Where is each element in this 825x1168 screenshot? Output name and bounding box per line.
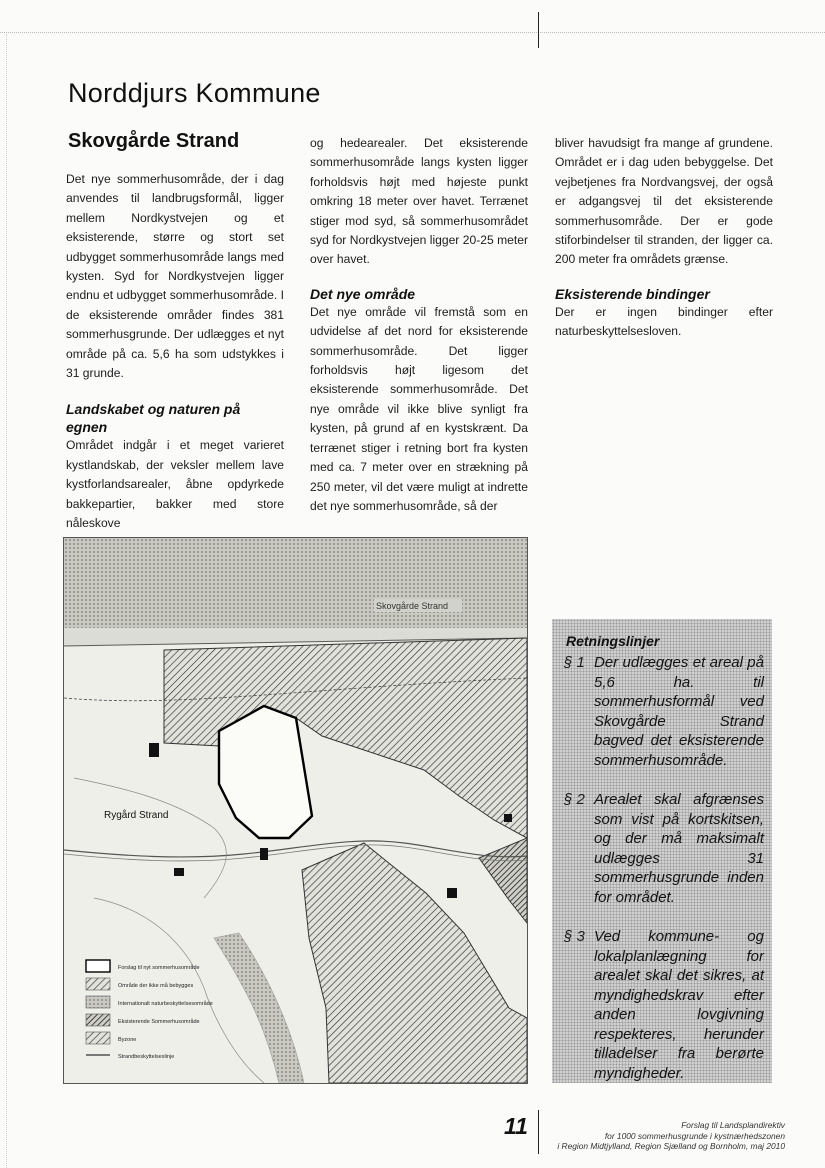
place-label-west: Rygård Strand: [104, 810, 169, 821]
guideline-number: § 1: [564, 654, 585, 671]
heading-bindinger: Eksisterende bindinger: [555, 285, 710, 302]
landskab-paragraph-end: og hedearealer. Det eksisterende sommerhusområde langs kysten ligger forholdsvis højt med højeste punkt omkring 18 meter over havet. Terrænet stiger mod syd, så sommerhusområdet syd for Nordkystvejen ligger 20-25 meter over havet.: [310, 136, 528, 267]
guidelines-box: [552, 619, 772, 1083]
area-map: [63, 537, 528, 1084]
nye-paragraph-end: bliver havudsigt fra mange af grundene. Området er i dag uden bebyggelse. Det vejbetjenes fra Nordvangsvej, der også er adgangsvej til det eksisterende sommerhusområde. Der er gode stiforbindelser til stranden, der ligger ca. 200 meter fra områdets grænse.: [555, 136, 773, 267]
building: [504, 814, 512, 822]
footer-credit: [485, 1120, 785, 1152]
heading-nye-omraade: Det nye område: [310, 285, 416, 302]
footer-line: for 1000 sommerhusgrunde i kystnærhedszonen: [604, 1130, 785, 1141]
landskab-paragraph-start: Området indgår i et meget varieret kystlandskab, der veksler mellem lave kystforlandsarealer, åbne opdyrkede bakkepartier, bakker med store nåleskove: [66, 438, 284, 531]
legend-swatch-byzone: [86, 1032, 110, 1044]
guideline-text: Arealet skal afgrænses som vist på kortskitsen, og der må maksimalt udlægges 31 sommerhusgrunde inden for området.: [594, 791, 764, 906]
legend-label: Strandbeskyttelseslinje: [118, 1054, 175, 1060]
bindinger-paragraph: Der er ingen bindinger efter naturbeskyttelsesloven.: [555, 304, 773, 339]
footer-line: Forslag til Landsplandirektiv: [681, 1120, 785, 1130]
legend-swatch-no-build: [86, 978, 110, 990]
footer-line: i Region Midtjylland, Region Sjælland og Bornholm, maj 2010: [557, 1141, 785, 1151]
legend-label: Internationalt naturbeskyttelsesområde: [118, 1001, 213, 1007]
guideline-text: Der udlægges et areal på 5,6 ha. til sommerhusformål ved Skovgårde Strand bagved det eksisterende sommerhusområde.: [594, 654, 764, 769]
guideline-item: [564, 790, 764, 907]
municipality-title: Norddjurs Kommune: [68, 78, 321, 108]
page-top-mark: [538, 12, 539, 48]
guideline-item: [564, 927, 764, 1083]
legend-label: Eksisterende Sommerhusområde: [118, 1019, 200, 1025]
legend-swatch-natura: [86, 996, 110, 1008]
building: [149, 743, 159, 757]
page-top-rule: [0, 32, 825, 33]
text-column-2: [310, 134, 528, 516]
section-title: Skovgårde Strand: [68, 130, 240, 152]
page-number: 11: [504, 1113, 528, 1139]
legend-label: Byzone: [118, 1037, 137, 1043]
text-column-3: [555, 134, 773, 342]
intro-paragraph: Det nye sommerhusområde, der i dag anvendes til landbrugsformål, ligger mellem Nordkystvejen og et eksisterende, større og stort set udbygget sommerhusområde langs med kysten. Syd for Nordkystvejen ligger endnu et udbygget sommerhusområde. I de eksisterende områder findes 381 sommerhusgrunde. Der udlægges et nyt område på ca. 5,6 ha som udstykkes i 31 grunde.: [66, 172, 284, 381]
guideline-number: § 3: [564, 928, 585, 945]
guideline-item: [564, 653, 764, 770]
nye-paragraph-start: Det nye område vil fremstå som en udvidelse af det nord for eksisterende sommerhusområde. Det ligger forholdsvis højt ligesom det eksisterende sommerhusområde. Det nye område vil ikke blive synligt fra kysten, på grund af en kystskrænt. Da terrænet stiger i retning bort fra kysten med ca. 7 meter over en strækning på 250 meter, vil det være muligt at indrette det nye sommerhusområde, så der: [310, 304, 528, 513]
heading-landskab: Landskabet og naturen på egnen: [66, 401, 241, 436]
legend-swatch-proposed: [86, 960, 110, 972]
map-drawing: [64, 538, 527, 1083]
sea-area: [64, 538, 527, 628]
legend-swatch-existing: [86, 1014, 110, 1026]
text-column-1: [66, 170, 284, 534]
building: [260, 848, 268, 860]
guideline-number: § 2: [564, 791, 585, 808]
guideline-text: Ved kommune- og lokalplanlægning for arealet skal det sikres, at myndighedskrav efter anden lovgivning respekteres, herunder tilladelser fra berørte myndigheder.: [594, 928, 764, 1082]
place-label-north: Skovgårde Strand: [376, 601, 449, 611]
building: [447, 888, 457, 898]
building: [174, 868, 184, 876]
legend-label: Forslag til nyt sommerhusområde: [118, 965, 200, 971]
guidelines-title: Retningslinjer: [566, 633, 660, 649]
page-left-rule: [6, 34, 7, 1168]
legend-label: Område der ikke må bebygges: [118, 983, 194, 989]
